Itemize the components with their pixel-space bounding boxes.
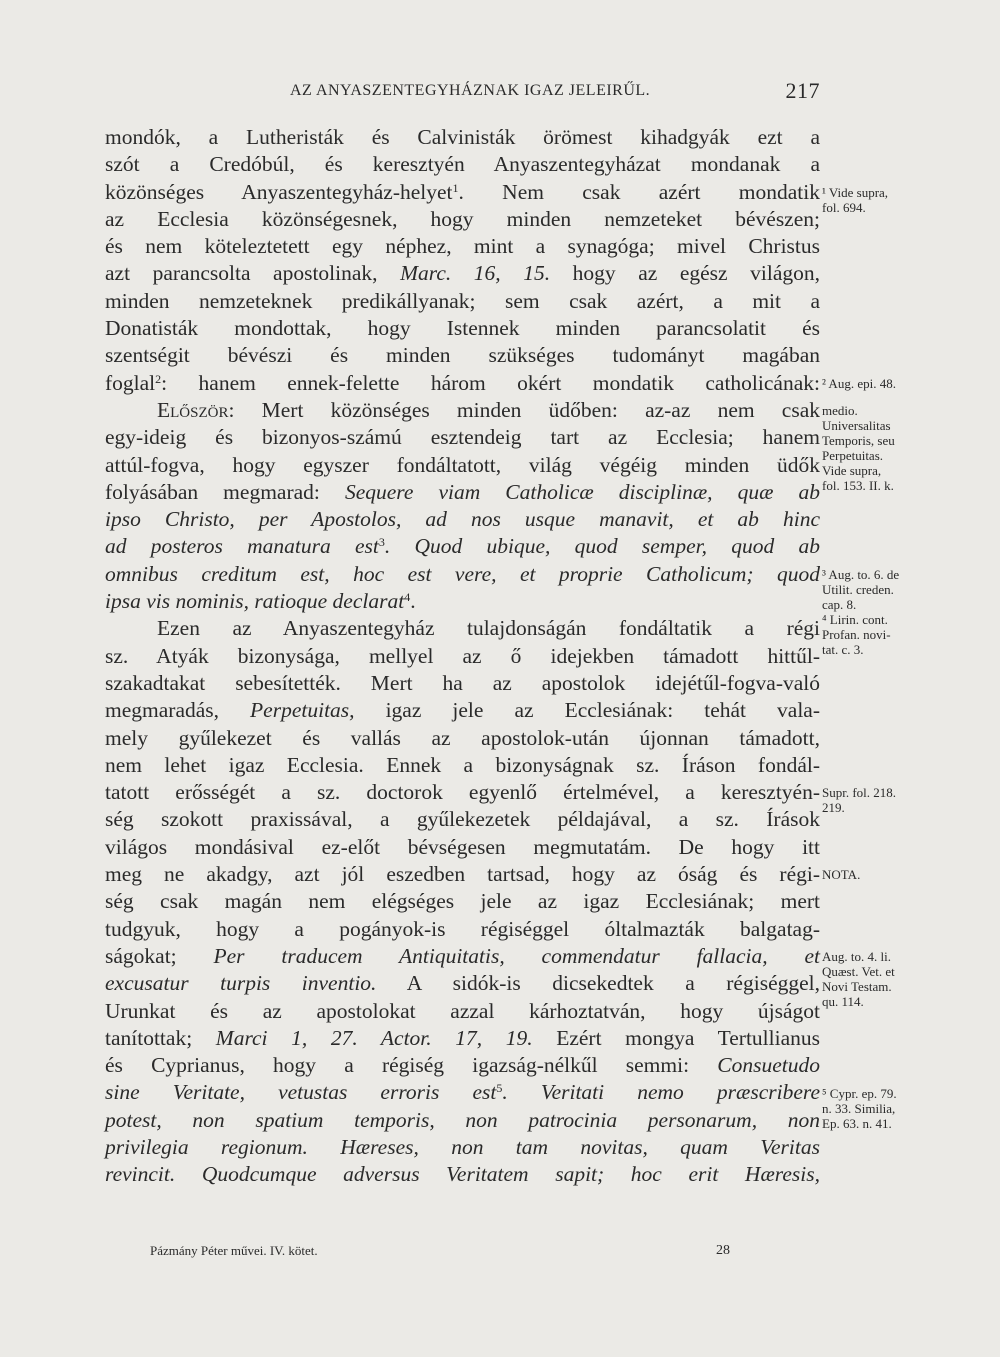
text-line: mondók, a Lutheristák és Calvinisták örömest kihadgyák ezt a [105, 125, 820, 149]
text-span: foglal [105, 370, 156, 395]
text-line [105, 533, 820, 560]
text-line: attúl-fogva, hogy egyszer fondáltatott, világ végéig minden üdők [105, 452, 820, 477]
text-line [105, 697, 820, 724]
text-span: Marci 1, 27. Actor. 17, 19. [215, 1025, 533, 1050]
text-line: ség csak magán nem elégséges jele az igaz Ecclesiának; mert [105, 889, 820, 914]
text-span: . Quod ubique, quod semper, quod ab [384, 534, 820, 559]
text-line: Ezen az Anyaszentegyház tulajdonságán fondáltatik a régi [157, 616, 820, 641]
text-line: világos mondásival ez-előt bévségesen megmutatám. De hogy itt [105, 834, 820, 859]
text-line [105, 588, 820, 615]
margin-note: Supr. fol. 218. 219. [822, 785, 897, 816]
text-line: minden nemzeteknek predikállyanak; sem csak azért, a mit a [105, 288, 820, 313]
text-span: excusatur turpis inventio. [105, 971, 377, 996]
text-span: ad posteros manatura est [105, 534, 379, 559]
margin-note: NOTA. [822, 867, 861, 883]
text-span: ságokat; [105, 943, 214, 968]
text-line [105, 1107, 820, 1134]
text-line [105, 260, 820, 287]
text-span: Per traducem Antiquitatis, commendatur fallacia, et [213, 943, 820, 968]
text-span: A sidók-is dicsekedtek a régiséggel, [376, 971, 821, 996]
page-header [105, 78, 820, 108]
text-span: Marc. 16, 15. [400, 261, 551, 286]
page-number: 217 [785, 78, 820, 103]
text-span: ipsa vis nominis, ratioque declarat [105, 589, 405, 614]
margin-note: ¹ Vide supra, fol. 694. [822, 184, 889, 215]
text-line: Donatisták mondottak, hogy Istennek minden parancsolatit és [105, 316, 820, 341]
text-line [105, 1025, 820, 1052]
text-line [105, 1134, 820, 1161]
text-span: . Veritati nemo præscribere [502, 1080, 821, 1105]
body-text [105, 124, 820, 1189]
text-span: azt parancsolta apostolinak, [105, 261, 401, 286]
text-span: közönséges Anyaszentegyház-helyet [105, 179, 453, 204]
text-line [105, 179, 820, 206]
footnote-marker: 5 [496, 1081, 503, 1096]
text-span: Sequere viam Catholicæ disciplinæ, quæ ab [344, 479, 820, 504]
text-line: ség szokott praxissával, a gyűlekezetek példajával, a sz. Írások [105, 807, 820, 832]
text-line [105, 479, 820, 506]
margin-note: ⁵ Cypr. ep. 79. n. 33. Similia, Ep. 63. n. 41. [822, 1085, 897, 1131]
text-span: megmaradás, [105, 698, 251, 723]
margin-note: medio. Universalitas Temporis, seu Perpetuitas. Vide supra, fol. 153. II. k. [822, 403, 895, 493]
footer-book-title: Pázmány Péter művei. IV. kötet. [150, 1243, 318, 1258]
text-span: igaz jele az Ecclesiának: tehát vala- [354, 698, 820, 723]
running-title: AZ ANYASZENTEGYHÁZNAK IGAZ JELEIRŰL. [290, 82, 651, 99]
text-line [105, 370, 820, 397]
text-line: Urunkat és az apostolokat azzal kárhoztatván, hogy újságot [105, 998, 820, 1023]
text-line: meg ne akadgy, azt jól eszedben tartsad, hogy az óság és régi- [105, 862, 820, 887]
margin-note: ² Aug. epi. 48. [822, 375, 896, 391]
text-span: privilegia regionum. Hæreses, non tam novitas, quam Veritas [105, 1134, 820, 1159]
text-span: Perpetuitas, [250, 698, 355, 723]
text-span: . [410, 589, 416, 614]
text-line [105, 1052, 820, 1079]
footnote-marker: 1 [452, 180, 459, 195]
footnote-marker: 4 [404, 590, 411, 605]
text-line [105, 506, 820, 533]
text-span: tanítottak; [105, 1025, 216, 1050]
text-line [105, 970, 820, 997]
margin-note: Aug. to. 4. li. Quæst. Vet. et Novi Testam. qu. 114. [822, 949, 895, 1009]
text-line: és nem köteleztetett egy néphez, mint a synagóga; mivel Christus [105, 234, 820, 259]
text-span: . Nem csak azért mondatik [458, 179, 820, 204]
text-line: sz. Atyák bizonysága, mellyel az ő idejekben támadott hittűl- [105, 643, 820, 668]
text-line: tatott erősségét a sz. doctorok egyenlő értelmével, a keresztyén- [105, 780, 820, 805]
margin-note: ³ Aug. to. 6. de Utilit. creden. cap. 8. ⁴ Lirin. cont. Profan. novi- tat. c. 3. [822, 566, 900, 657]
text-line: szót a Credóbúl, és keresztyén Anyaszentegyházat mondanak a [105, 152, 820, 177]
text-span: és Cyprianus, hogy a régiség igazság-nélkűl semmi: [105, 1053, 718, 1078]
text-span: folyásában megmarad: [105, 479, 345, 504]
text-span: : hanem ennek-felette három okért mondatik catholicának: [161, 370, 820, 395]
text-span: ipso Christo, per Apostolos, ad nos usque manavit, et ab hinc [105, 507, 820, 532]
text-span: Először [157, 397, 229, 422]
text-line [105, 1161, 820, 1188]
text-line [105, 1079, 820, 1106]
text-line: az Ecclesia közönségesnek, hogy minden nemzeteket bévészen; [105, 206, 820, 231]
text-span: Consuetudo [717, 1053, 820, 1078]
text-line: szentségit bévészi és minden szükséges tudományt magában [105, 343, 820, 368]
text-span: omnibus creditum est, hoc est vere, et proprie Catholicum; quod [105, 561, 820, 586]
text-span: hogy az egész világon, [550, 261, 820, 286]
text-line: egy-ideig és bizonyos-számú esztendeig tart az Ecclesia; hanem [105, 425, 820, 450]
text-line [105, 397, 820, 424]
text-span: revincit. Quodcumque adversus Veritatem sapit; hoc erit Hæresis, [105, 1162, 820, 1187]
text-line [105, 561, 820, 588]
footnote-marker: 3 [378, 535, 385, 550]
text-span: Ezért mongya Tertullianus [532, 1025, 820, 1050]
text-span: potest, non spatium temporis, non patrocinia personarum, non [105, 1107, 820, 1132]
text-span: : Mert közönséges minden üdőben: az-az nem csak [228, 397, 820, 422]
text-line: mely gyűlekezet és vallás az apostolok-után újonnan támadott, [105, 725, 820, 750]
text-line: nem lehet igaz Ecclesia. Ennek a bizonyságnak sz. Íráson fondál- [105, 752, 820, 777]
text-line: tudgyuk, hogy a pogányok-is régiséggel óltalmazták balgatag- [105, 916, 820, 941]
footer-signature-mark: 28 [716, 1243, 730, 1258]
text-line [105, 943, 820, 970]
footnote-marker: 2 [155, 371, 162, 386]
text-span: sine Veritate, vetustas erroris est [105, 1080, 497, 1105]
text-line: szakadtakat sebesítették. Mert ha az apostolok idejétűl-fogva-való [105, 670, 820, 695]
page-footer [150, 1243, 790, 1263]
